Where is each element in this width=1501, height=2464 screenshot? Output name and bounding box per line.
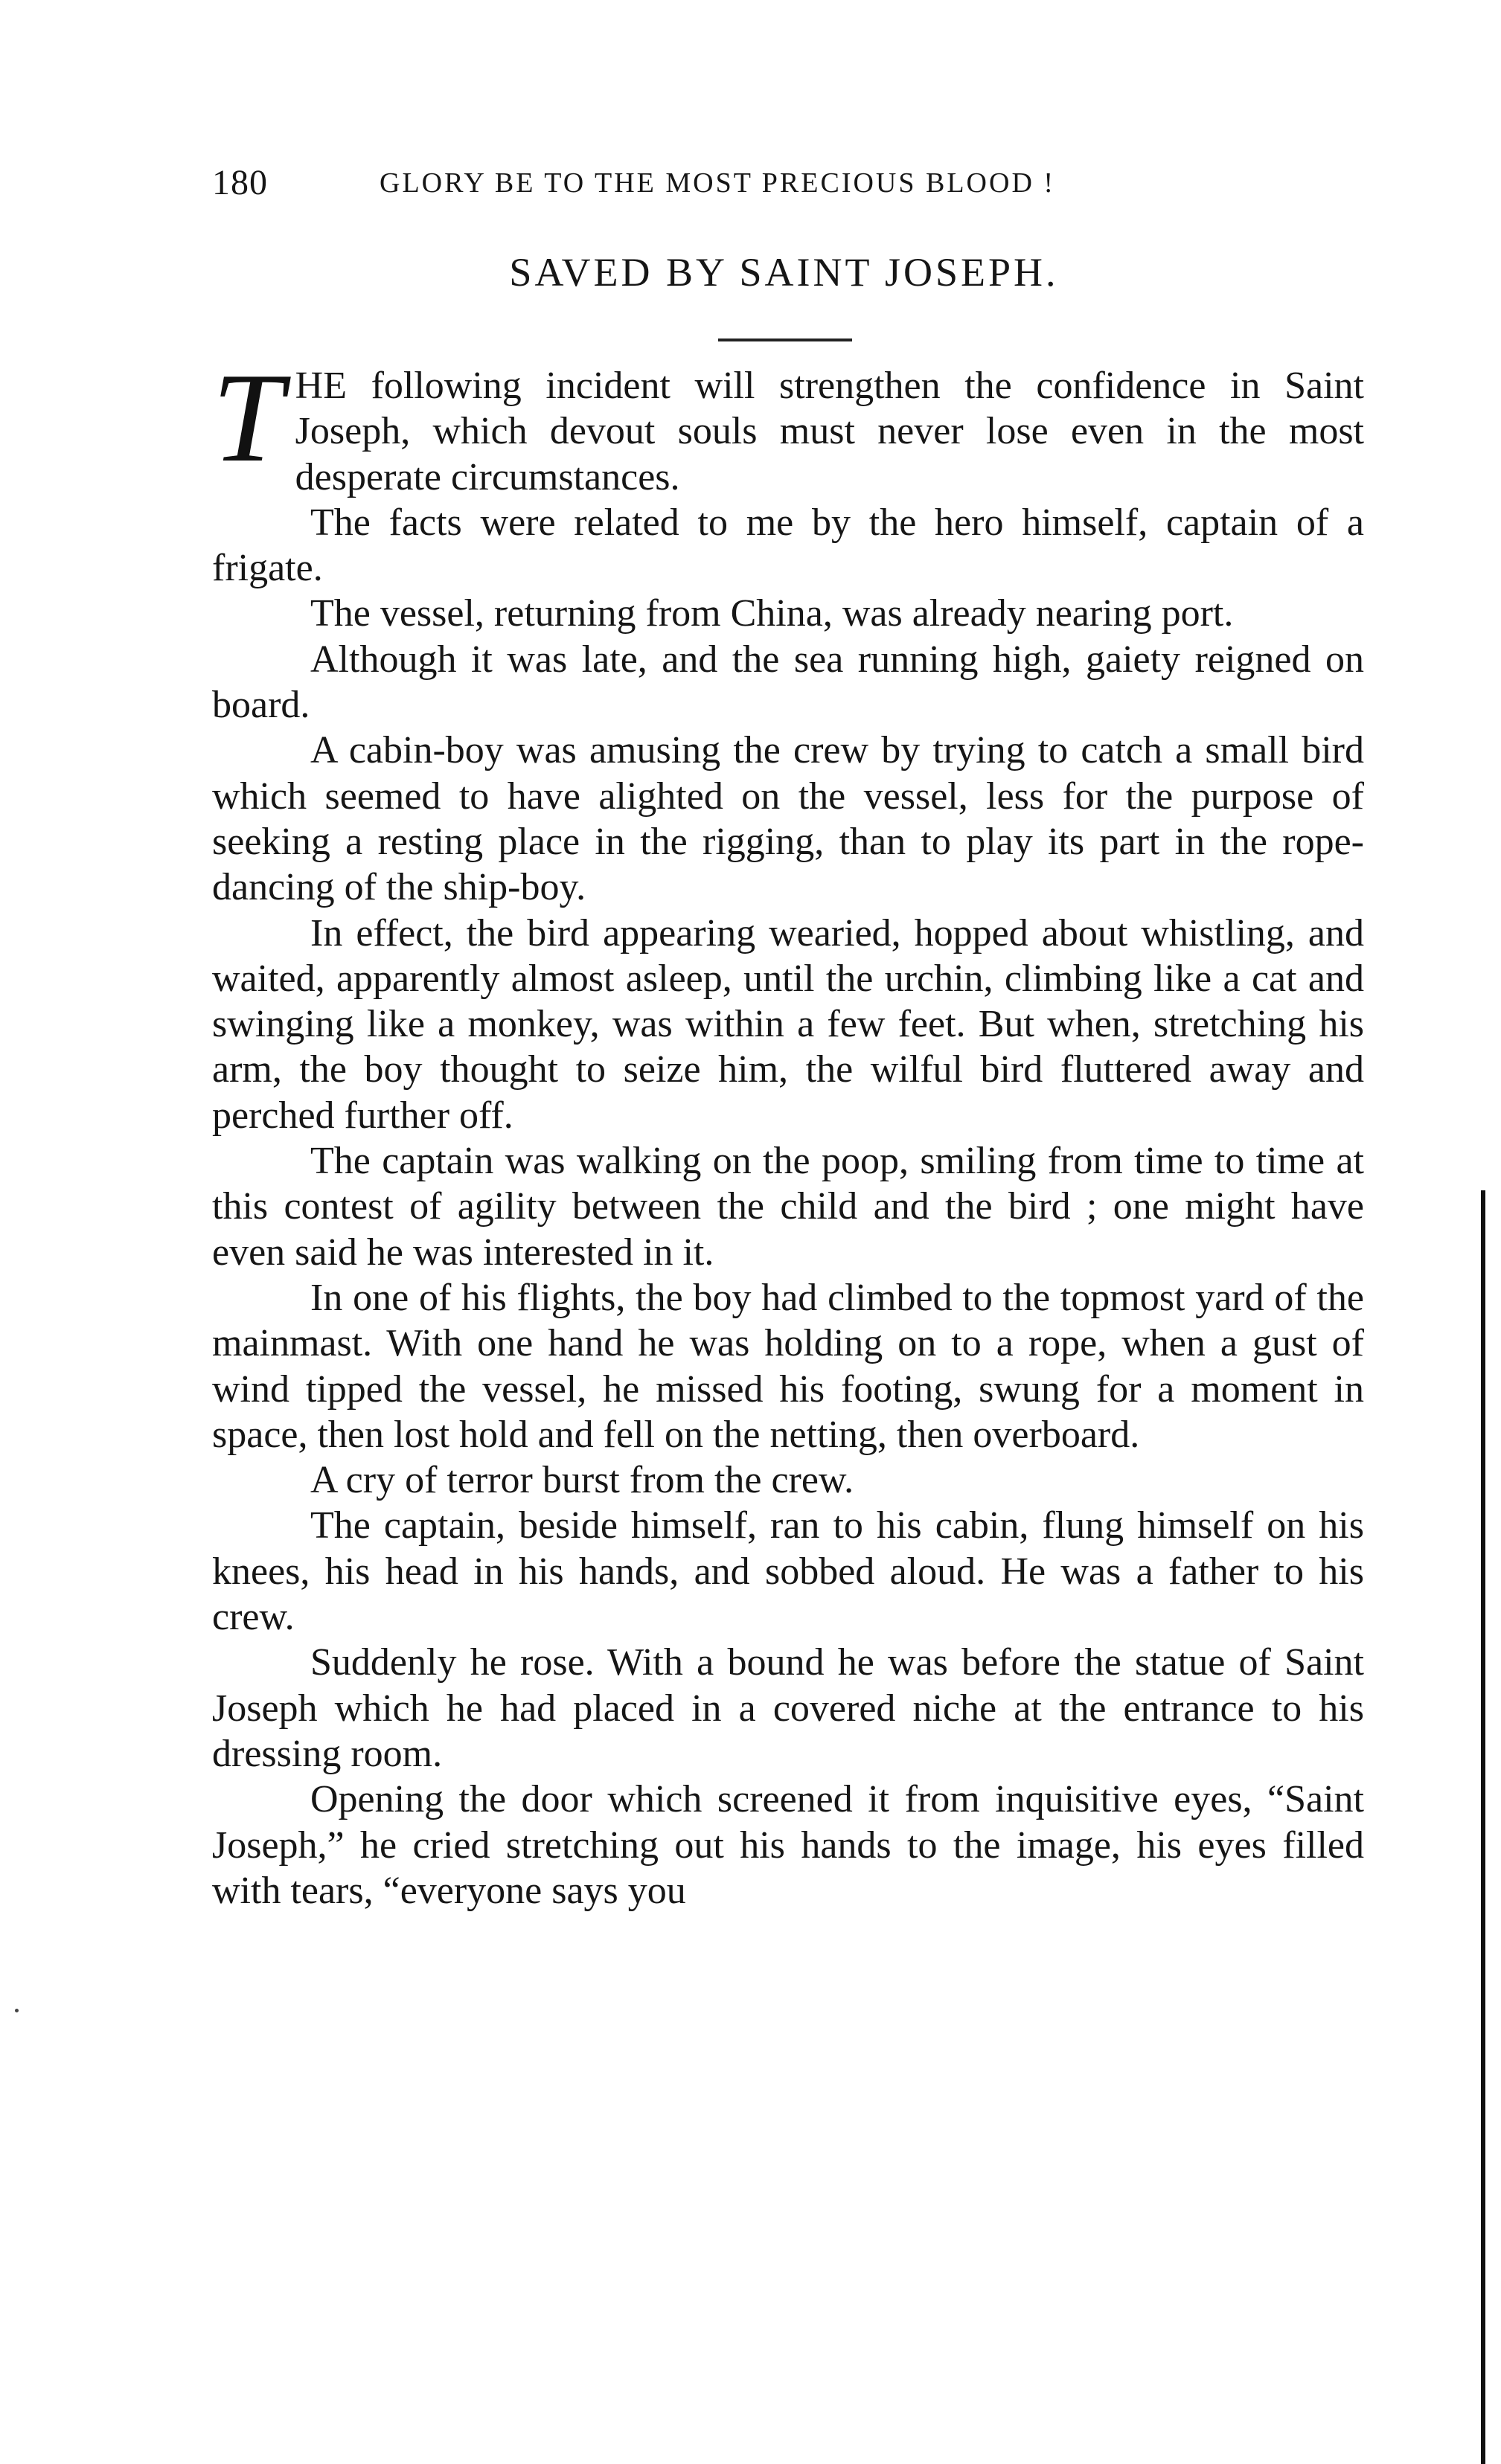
paragraph: The vessel, returning from China, was already nearing port.	[310, 592, 1234, 635]
drop-cap: T	[212, 347, 284, 489]
scan-edge-shadow	[1481, 1190, 1485, 2464]
body-text	[212, 347, 1364, 1913]
paragraph: Opening the door which screened it from inquisitive eyes, “Saint Joseph,” he cried stretching out his hands to the image, his eyes filled with tears, “everyone says you	[212, 1778, 1364, 1912]
paragraph: In effect, the bird appearing wearied, hopped about whistling, and waited, apparently almost asleep, until the urchin, climbing like a cat and swinging like a monkey, was within a few feet. But when, stretching his arm, the boy thought to seize him, the wilful bird fluttered away and perched further off.	[212, 911, 1364, 1137]
paragraph: The captain was walking on the poop, smiling from time to time at this contest of agility between the child and the bird ; one might have even said he was interested in it.	[212, 1140, 1364, 1274]
running-title: GLORY BE TO THE MOST PRECIOUS BLOOD !	[380, 167, 1056, 199]
chapter-title: SAVED BY SAINT JOSEPH.	[509, 250, 1059, 295]
scan-speck	[15, 2009, 19, 2012]
paragraph: A cry of terror burst from the crew.	[310, 1459, 854, 1502]
title-rule	[718, 339, 852, 341]
paragraph	[212, 347, 1364, 500]
paragraph: Although it was late, and the sea running high, gaiety reigned on board.	[212, 638, 1364, 727]
paragraph: The facts were related to me by the hero himself, captain of a frigate.	[212, 501, 1364, 590]
paragraph: Suddenly he rose. With a bound he was before the statue of Saint Joseph which he had placed in a covered niche at the entrance to his dressing room.	[212, 1641, 1364, 1775]
paragraph: The captain, beside himself, ran to his cabin, flung himself on his knees, his head in his hands, and sobbed aloud. He was a father to his crew.	[212, 1504, 1364, 1639]
paragraph: In one of his flights, the boy had climbed to the topmost yard of the mainmast. With one hand he was holding on to a rope, when a gust of wind tipped the vessel, he missed his footing, swung for a moment in space, then lost hold and fell on the netting, then overboard.	[212, 1276, 1364, 1456]
running-head	[212, 162, 1209, 207]
paragraph: A cabin-boy was amusing the crew by trying to catch a small bird which seemed to have alighted on the vessel, less for the purpose of seeking a resting place in the rigging, than to play its part in the rope-dancing of the ship-boy.	[212, 729, 1364, 909]
paragraph-text: HE following incident will strengthen the confidence in Saint Joseph, which devout souls must never lose even in the most desperate circumstances.	[295, 365, 1364, 498]
page-number: 180	[212, 163, 268, 202]
